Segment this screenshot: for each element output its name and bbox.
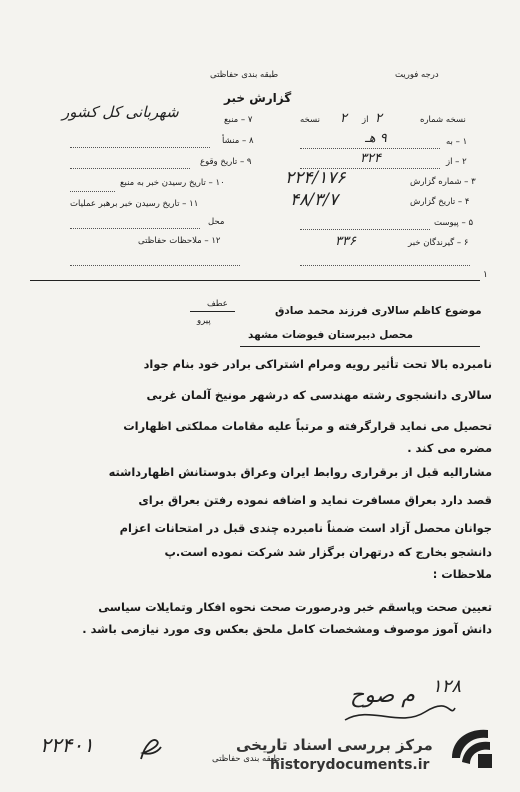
subject-line-2: محصل دبیرستان فیوضات مشهد (248, 329, 413, 341)
remarks-line-1: تعیین صحت وپاسقم خبر ودرصورت صحت نحوه افکار وتمایلات سیاسی (98, 600, 492, 614)
reference-label: عطف (207, 299, 228, 309)
handwritten-header-note: شهربانی کل کشور (62, 103, 179, 121)
form-copies-total: ۲ (340, 111, 347, 126)
form-item-6-line (300, 264, 470, 266)
body-line-2: سالاری دانشجوی رشته مهندسی که درشهر مونیخ آلمان غربی (146, 388, 492, 402)
form-item-4-label: ۴ – تاریخ گزارش (410, 197, 470, 207)
signature-flourish (340, 700, 460, 730)
urgency-label: درجه فوریت (395, 70, 439, 80)
body-line-5: مشارالیه قبل از برقراری روابط ایران وعراق بدوستانش اظهارداشته (108, 465, 492, 479)
footer-handwritten-mark (135, 733, 165, 763)
watermark-title: مرکز بررسی اسناد تاریخی (236, 736, 433, 754)
body-line-7: جوانان محصل آزاد است ضمناً نامبرده چندی قبل در امتحانات اعزام (119, 521, 492, 535)
form-item-5-label: ۵ – پیوست (434, 218, 474, 228)
form-item-10-label: ۱۰ – تاریخ رسیدن خبر به منبع (120, 178, 225, 188)
form-item-4-value: ۴۸/۳/۷ (290, 190, 338, 210)
form-item-1-value: ۹ هـ (365, 131, 387, 146)
signature-scribble: م صوح (350, 683, 415, 708)
body-line-1: نامبرده بالا تحت تأثیر رویه ومرام اشتراکی برادر خود بنام جواد (143, 357, 492, 371)
reference-divider (190, 311, 235, 312)
form-separator (30, 280, 480, 281)
form-item-7-label: ۷ – منبع (224, 115, 253, 125)
remarks-line-2: دانش آموز موصوف ومشخصات کامل ملحق بعکس وی مورد نیازمی باشد . (82, 622, 492, 636)
form-item-11-place: محل (208, 217, 225, 227)
form-copies-label: نسخه شماره (420, 115, 466, 125)
form-item-8-line (70, 146, 210, 148)
subject-line-1: موضوع کاظم سالاری فرزند محمد صادق (275, 305, 482, 317)
form-item-10-line (70, 190, 115, 192)
form-copies-value: ۲ (375, 111, 382, 126)
body-line-4: مضره می کند . (407, 441, 492, 455)
form-item-9-line (70, 167, 190, 169)
form-item-11-label: ۱۱ – تاریخ رسیدن خبر برهبر عملیات (70, 199, 199, 209)
margin-number: ۱ (483, 270, 488, 280)
form-copies-suffix: نسخه (300, 115, 320, 125)
form-item-3-value: ۲۲۴/۱۷۶ (285, 168, 346, 188)
footer-security-label: طبقه بندی حفاظتی (212, 754, 281, 764)
form-item-1-line (300, 147, 440, 149)
form-item-9-label: ۹ – تاریخ وقوع (200, 157, 252, 167)
security-classification-label: طبقه بندی حفاظتی (210, 70, 279, 80)
document-title: گزارش خبر (224, 91, 292, 105)
form-item-5-line (300, 228, 430, 230)
form-item-12-label: ۱۲ – ملاحظات حفاظتی (138, 236, 221, 246)
form-item-6-label: ۶ – گیرندگان خبر (408, 238, 469, 248)
form-item-6-value: ۳۳۶ (335, 234, 356, 249)
body-line-3: تحصیل می نماید قرارگرفته و مرتباً علیه مقامات مملکتی اظهارات (123, 419, 492, 433)
form-copies-of: از (362, 115, 369, 125)
form-item-2-label: ۲ – از (446, 157, 467, 167)
form-item-8-label: ۸ – منشأ (222, 136, 254, 146)
subject-underline (240, 346, 480, 347)
body-line-8: دانشجو بخارج که درتهران برگزار شد شرکت نموده است.پ (164, 545, 492, 559)
form-item-11-line (70, 227, 200, 229)
form-item-3-label: ۳ – شماره گزارش (410, 177, 476, 187)
form-item-1-label: ۱ – به (446, 137, 468, 147)
body-line-9: ملاحظات : (432, 567, 492, 581)
signature-number: ۱۲۸ (432, 676, 462, 697)
form-item-2-value: ۳۲۴ (360, 151, 381, 166)
archive-logo-icon (448, 724, 496, 770)
form-item-12-line (70, 264, 240, 266)
body-line-6: قصد دارد بعراق مسافرت نماید و اضافه نموده رفتن بعراق برای (138, 493, 492, 507)
follow-up-label: پیرو (197, 316, 211, 326)
footer-handwritten-number: ۲۲۴۰۱ (40, 733, 94, 757)
watermark-url: historydocuments.ir (270, 757, 430, 773)
